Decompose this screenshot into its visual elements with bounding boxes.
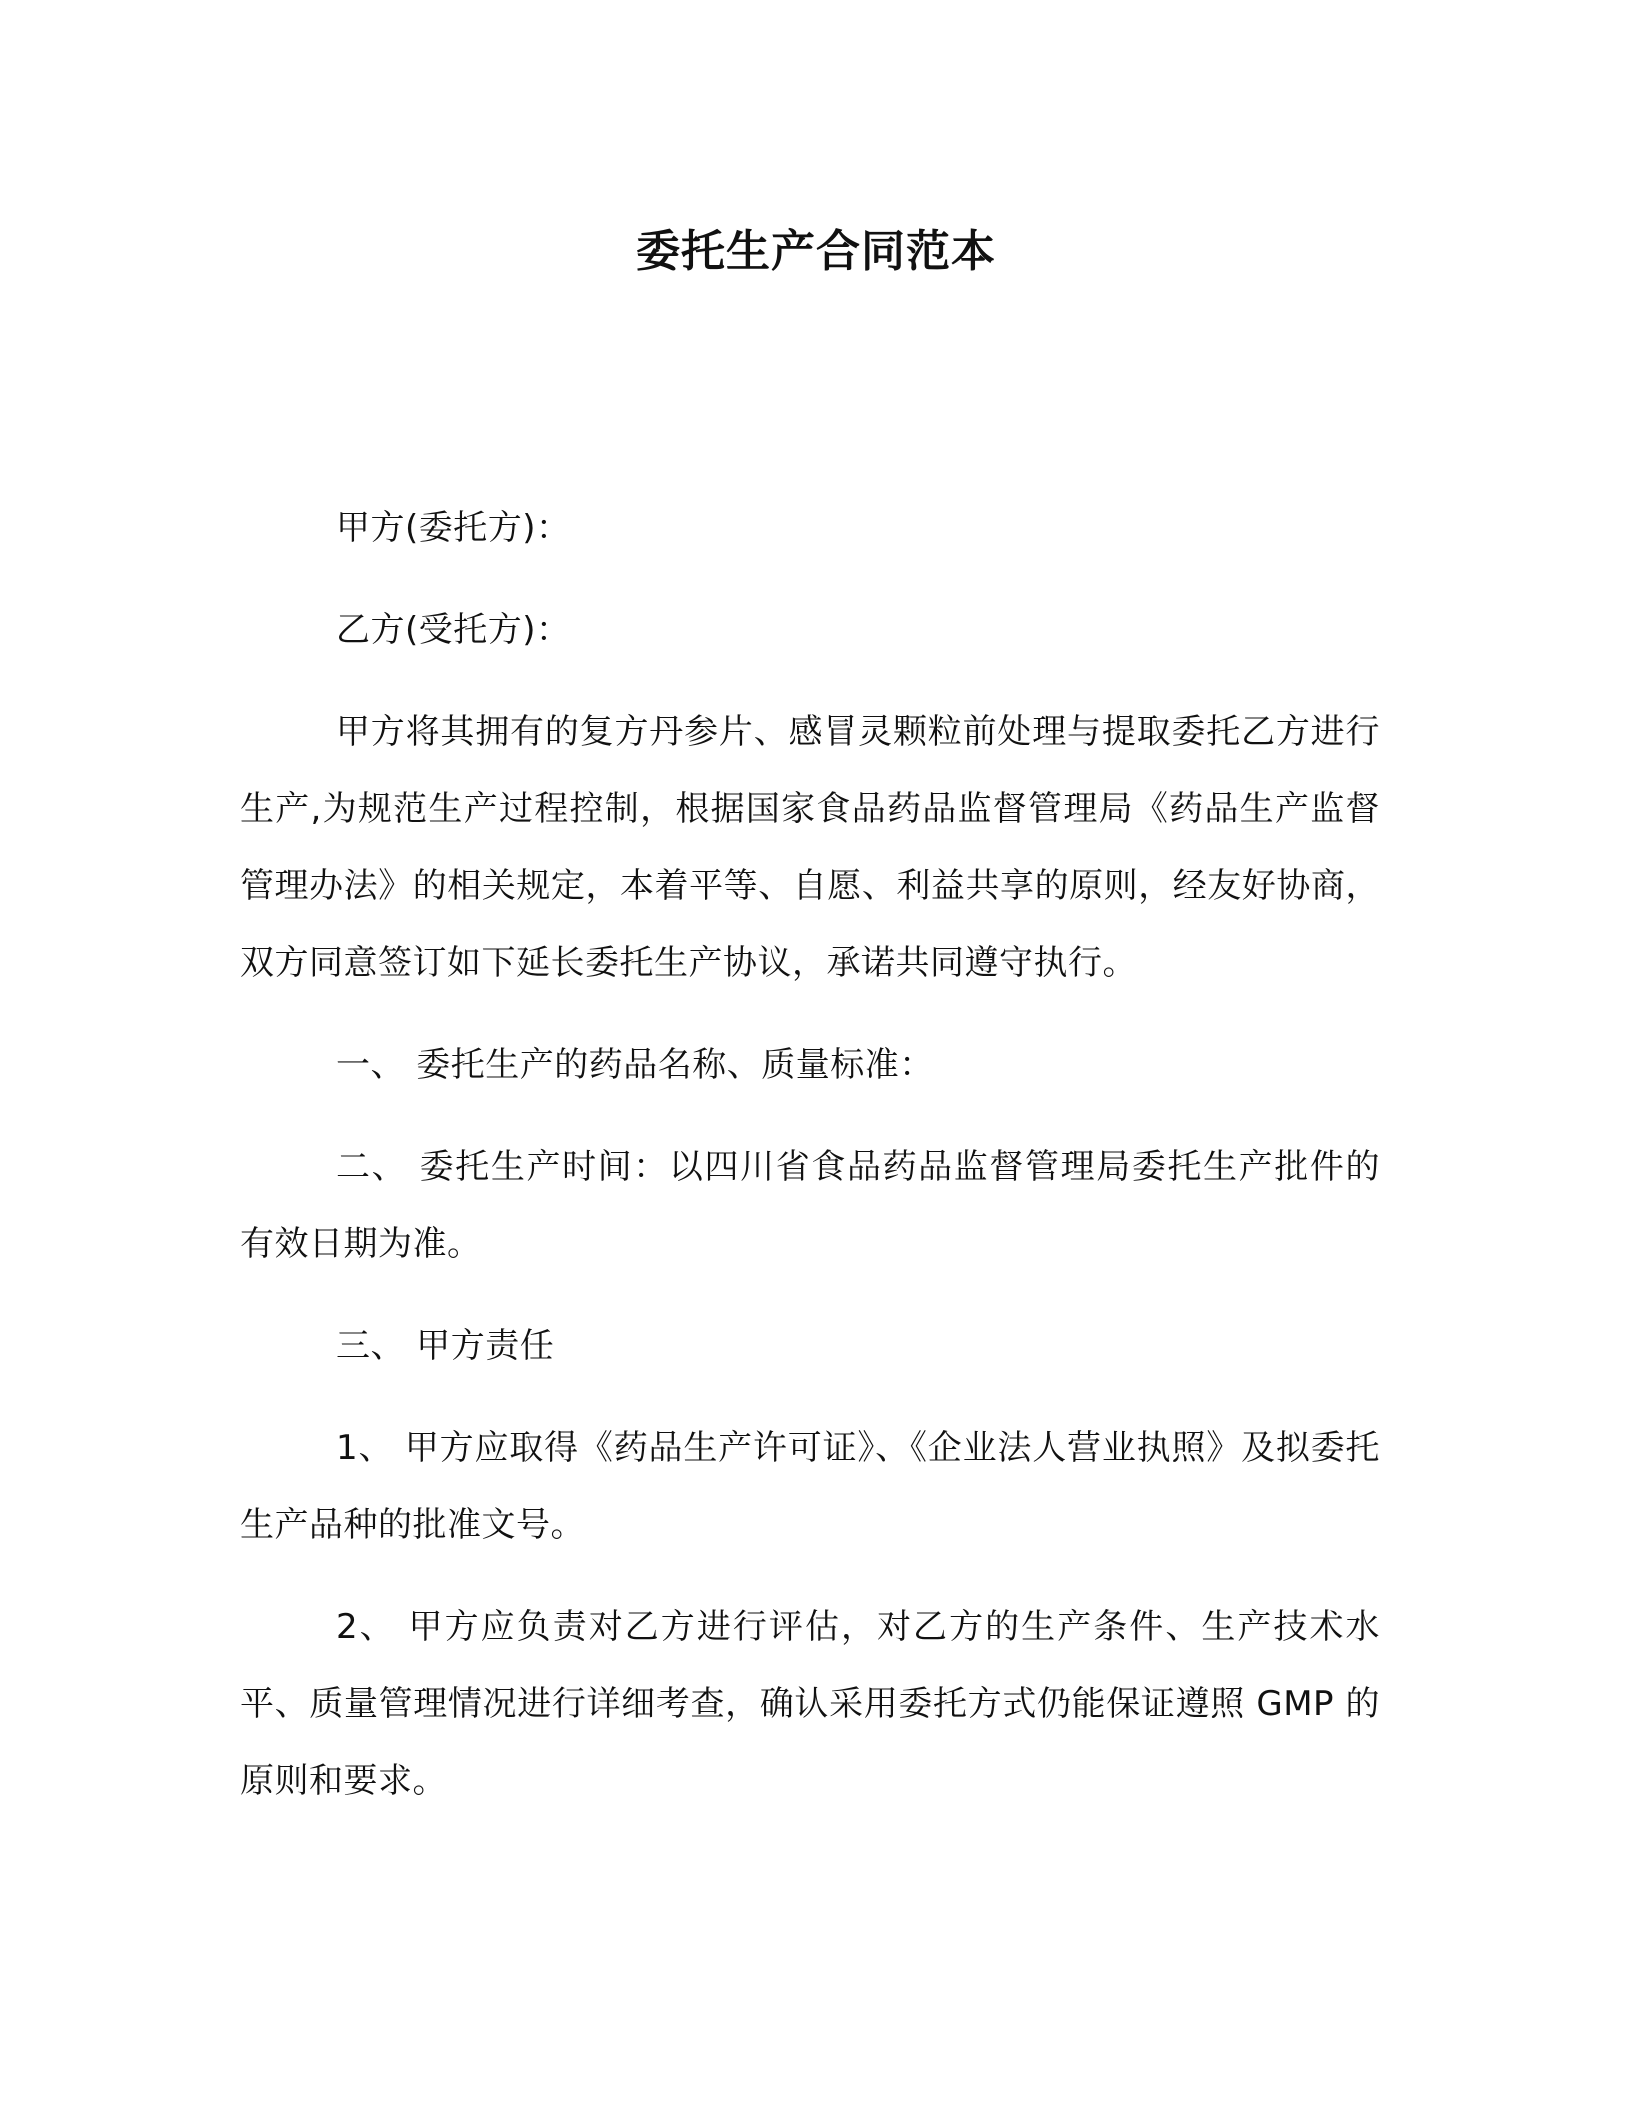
clause-1-paragraph: 1、 甲方应取得《药品生产许可证》、《企业法人营业执照》及拟委托生产品种的批准文号。 — [240, 1428, 1380, 1545]
party-b-line: 乙方(受托方)： — [336, 610, 571, 650]
document-title: 委托生产合同范本 — [636, 226, 996, 277]
clause-2-paragraph: 2、 甲方应负责对乙方进行评估，对乙方的生产条件、生产技术水平、质量管理情况进行详细考查，确认采用委托方式仍能保证遵照 GMP 的原则和要求。 — [240, 1607, 1380, 1801]
section-1-heading: 一、 委托生产的药品名称、质量标准： — [336, 1045, 934, 1085]
section-2-paragraph: 二、 委托生产时间：以四川省食品药品监督管理局委托生产批件的有效日期为准。 — [240, 1147, 1380, 1264]
document-body — [240, 490, 1380, 1845]
party-a-line: 甲方(委托方)： — [336, 508, 571, 548]
preamble-paragraph: 甲方将其拥有的复方丹参片、感冒灵颗粒前处理与提取委托乙方进行生产,为规范生产过程控制，根据国家食品药品监督管理局《药品生产监督管理办法》的相关规定，本着平等、自愿、利益共享的原则，经友好协商，双方同意签订如下延长委托生产协议，承诺共同遵守执行。 — [240, 712, 1380, 983]
section-3-heading: 三、 甲方责任 — [336, 1326, 555, 1366]
